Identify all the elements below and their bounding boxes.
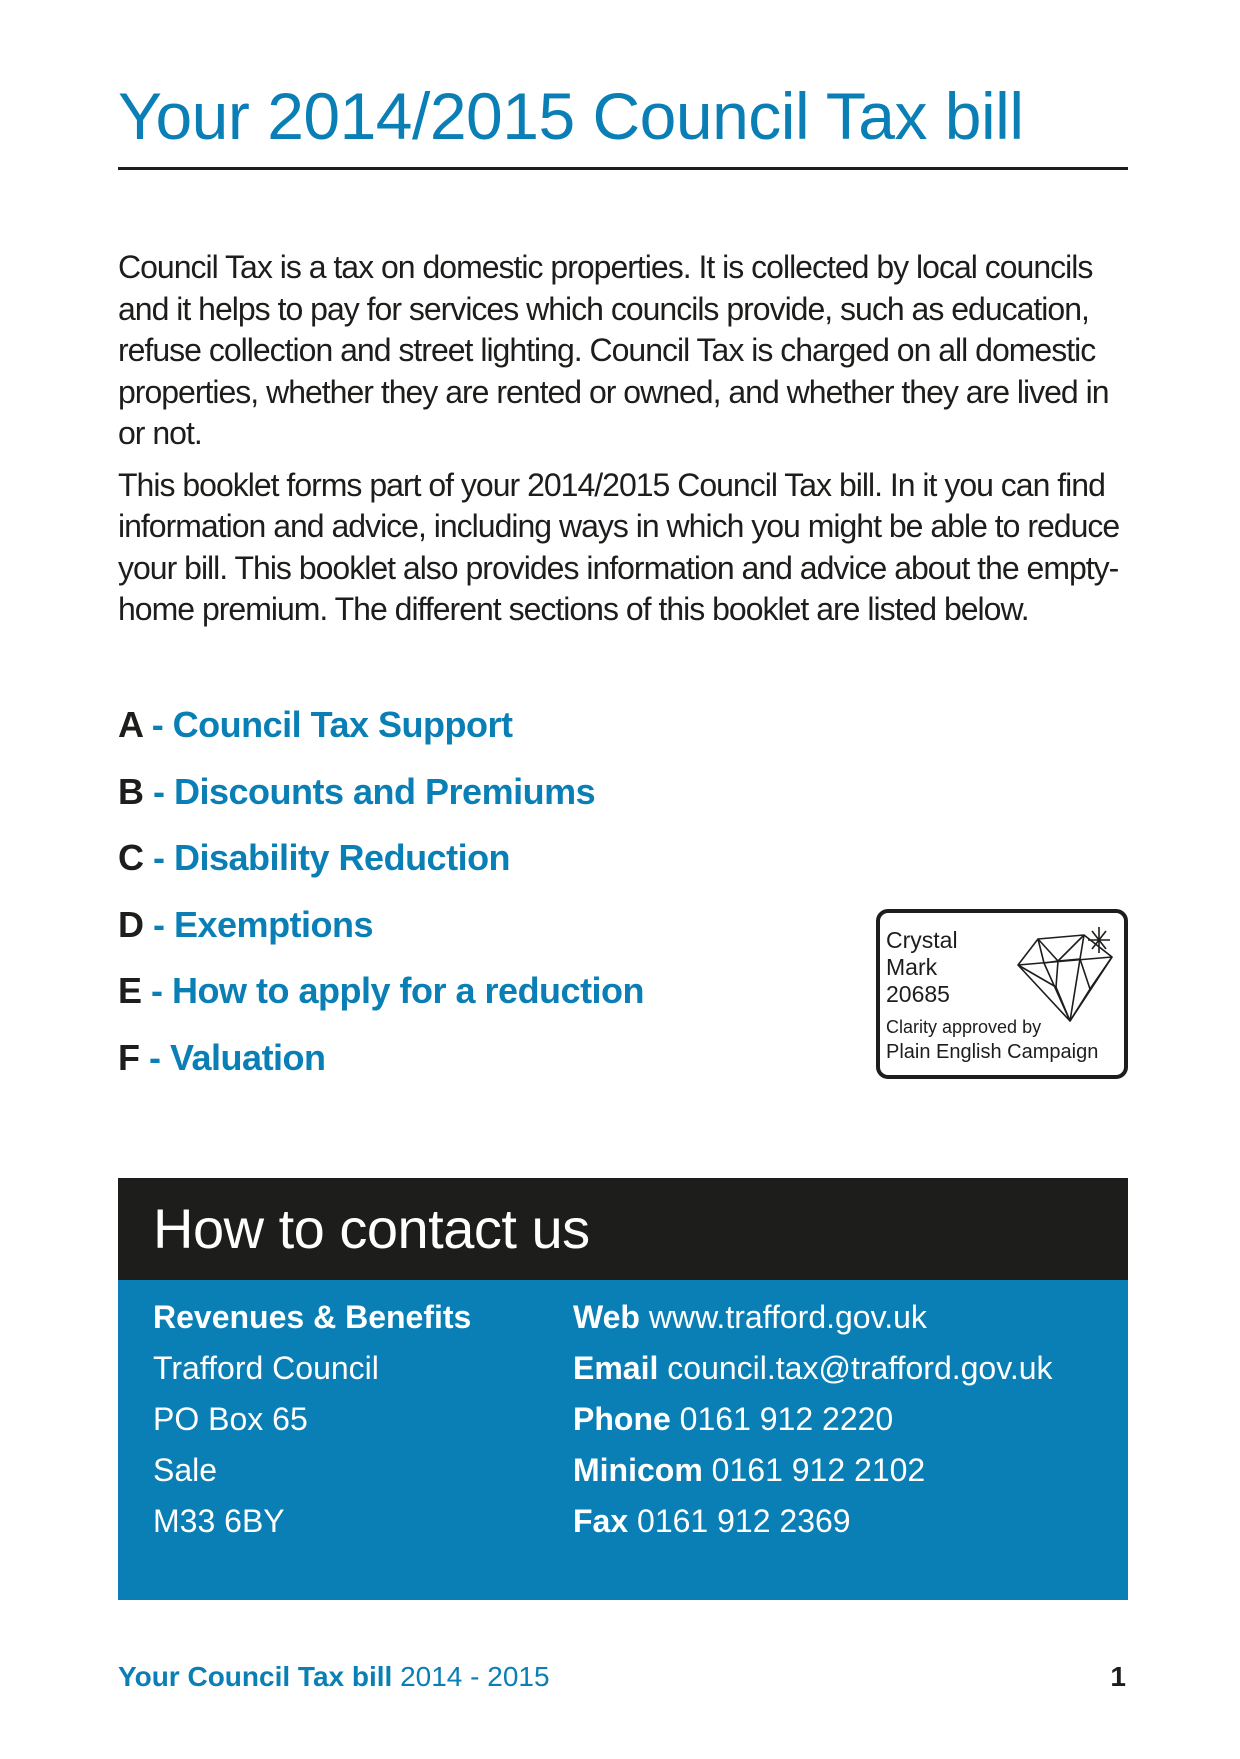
address-line: Trafford Council [153,1350,379,1386]
diamond-icon [1010,927,1120,1027]
footer-years: 2014 - 2015 [400,1661,550,1692]
intro-text [118,247,1128,641]
web-link[interactable]: www.trafford.gov.uk [648,1299,927,1335]
contact-email [573,1343,1053,1394]
section-item-f[interactable] [118,1033,818,1100]
section-name: - Disability Reduction [153,837,511,878]
contact-methods [573,1292,1053,1547]
section-letter: B [118,770,144,812]
section-list [118,700,818,1099]
title-divider [118,167,1128,170]
crystal-mark-line2: Mark [886,954,938,980]
crystal-mark-label [886,927,958,1008]
contact-method-label: Web [573,1299,640,1335]
section-item-a[interactable] [118,700,818,767]
contact-web [573,1292,1053,1343]
contact-address [153,1292,471,1547]
intro-paragraph: This booklet forms part of your 2014/2015 Council Tax bill. In it you can find information and advice, including ways in which you might be able to reduce your bill. This booklet also provides information and advice about the empty-home premium. The different sections of this booklet are listed below. [118,466,1120,627]
crystal-mark-campaign: Plain English Campaign [886,1041,1099,1063]
crystal-mark-badge [876,909,1128,1079]
section-name: - Council Tax Support [151,704,513,745]
section-letter: D [118,903,144,945]
contact-method-label: Fax [573,1503,629,1539]
address-line: M33 6BY [153,1503,285,1539]
address-line: Sale [153,1452,218,1488]
page-number: 1 [1110,1661,1126,1692]
crystal-mark-approved: Clarity approved by [886,1017,1042,1037]
contact-fax [573,1496,1053,1547]
page-footer [118,1657,1128,1697]
section-name: - How to apply for a reduction [151,970,645,1011]
intro-paragraph: Council Tax is a tax on domestic properties. It is collected by local councils and it helps to pay for services which councils provide, such as education, refuse collection and street lighting. Council Tax is charged on all domestic properties, whether they are rented or owned, and whether they are lived in or not. [118,249,1109,451]
section-name: - Valuation [149,1036,326,1078]
contact-heading: How to contact us [118,1178,1128,1280]
contact-phone [573,1394,1053,1445]
contact-dept: Revenues & Benefits [153,1299,472,1335]
section-letter: E [118,970,142,1011]
section-letter: C [118,837,144,878]
contact-panel [118,1178,1128,1600]
crystal-mark-number: 20685 [886,981,950,1007]
address-line: PO Box 65 [153,1401,308,1437]
contact-method-label: Email [573,1350,659,1386]
fax-number: 0161 912 2369 [637,1503,851,1539]
minicom-number: 0161 912 2102 [711,1452,926,1488]
footer-title: Your Council Tax bill [118,1661,393,1692]
section-letter: A [118,704,143,745]
section-name: - Exemptions [153,903,374,945]
section-item-b[interactable] [118,767,818,834]
section-name: - Discounts and Premiums [153,770,596,812]
contact-method-label: Minicom [573,1452,703,1488]
phone-number: 0161 912 2220 [679,1401,894,1437]
contact-minicom [573,1445,1053,1496]
contact-method-label: Phone [573,1401,671,1437]
section-letter: F [118,1036,140,1078]
section-item-e[interactable] [118,966,818,1033]
contact-details [118,1280,1128,1600]
crystal-mark-line1: Crystal [886,927,958,953]
email-link[interactable]: council.tax@trafford.gov.uk [667,1350,1053,1386]
section-item-c[interactable] [118,833,818,900]
page-title: Your 2014/2015 Council Tax bill [118,79,1024,153]
section-item-d[interactable] [118,900,818,967]
